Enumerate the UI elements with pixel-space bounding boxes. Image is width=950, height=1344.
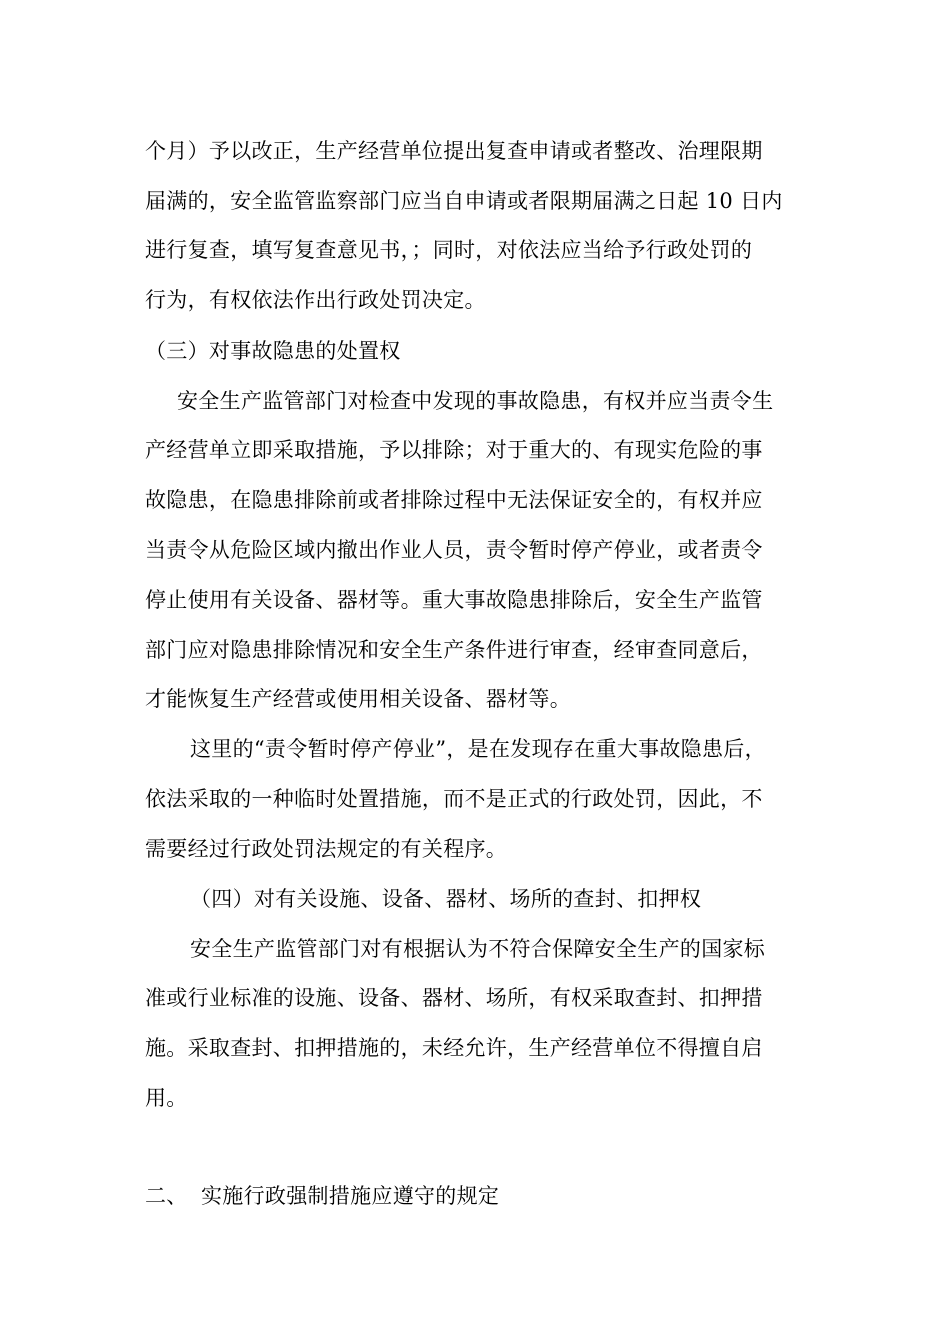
paragraph-4-line-4: 用。 bbox=[145, 1086, 188, 1110]
heading-3: （三）对事故隐患的处置权 bbox=[145, 339, 401, 363]
paragraph-2-line-7: 才能恢复生产经营或使用相关设备、器材等。 bbox=[145, 687, 571, 711]
paragraph-2-line-4: 当责令从危险区域内撤出作业人员，责令暂时停产停业，或者责令 bbox=[145, 538, 763, 562]
section-2-number: 二、 bbox=[145, 1184, 188, 1208]
section-2-title: 实施行政强制措施应遵守的规定 bbox=[201, 1184, 500, 1208]
heading-4: （四）对有关设施、设备、器材、场所的查封、扣押权 bbox=[190, 887, 702, 911]
paragraph-3-line-2: 依法采取的一种临时处置措施，而不是正式的行政处罚，因此，不 bbox=[145, 787, 763, 811]
paragraph-3-line-3: 需要经过行政处罚法规定的有关程序。 bbox=[145, 837, 508, 861]
paragraph-2-line-1: 安全生产监管部门对检查中发现的事故隐患，有权并应当责令生 bbox=[177, 389, 774, 413]
paragraph-1-line-1: 个月）予以改正，生产经营单位提出复查申请或者整改、治理限期 bbox=[145, 139, 763, 163]
paragraph-3-line-1: 这里的“责令暂时停产停业”，是在发现存在重大事故隐患后， bbox=[190, 737, 766, 761]
paragraph-2-line-6: 部门应对隐患排除情况和安全生产条件进行审查，经审查同意后， bbox=[145, 638, 763, 662]
paragraph-4-line-1: 安全生产监管部门对有根据认为不符合保障安全生产的国家标 bbox=[190, 937, 766, 961]
paragraph-2-line-5: 停止使用有关设备、器材等。重大事故隐患排除后，安全生产监管 bbox=[145, 588, 763, 612]
paragraph-4-line-2: 准或行业标准的设施、设备、器材、场所，有权采取查封、扣押措 bbox=[145, 986, 763, 1010]
paragraph-4-line-3: 施。采取查封、扣押措施的，未经允许，生产经营单位不得擅自启 bbox=[145, 1036, 763, 1060]
paragraph-1-line-4: 行为，有权依法作出行政处罚决定。 bbox=[145, 288, 486, 312]
paragraph-1-line-3: 进行复查，填写复查意见书，；同时，对依法应当给予行政处罚的 bbox=[145, 238, 753, 262]
paragraph-1-line-2: 届满的，安全监管监察部门应当自申请或者限期届满之日起 10 日内 bbox=[145, 189, 783, 213]
paragraph-2-line-2: 产经营单立即采取措施，予以排除；对于重大的、有现实危险的事 bbox=[145, 438, 763, 462]
paragraph-2-line-3: 故隐患，在隐患排除前或者排除过程中无法保证安全的，有权并应 bbox=[145, 488, 763, 512]
